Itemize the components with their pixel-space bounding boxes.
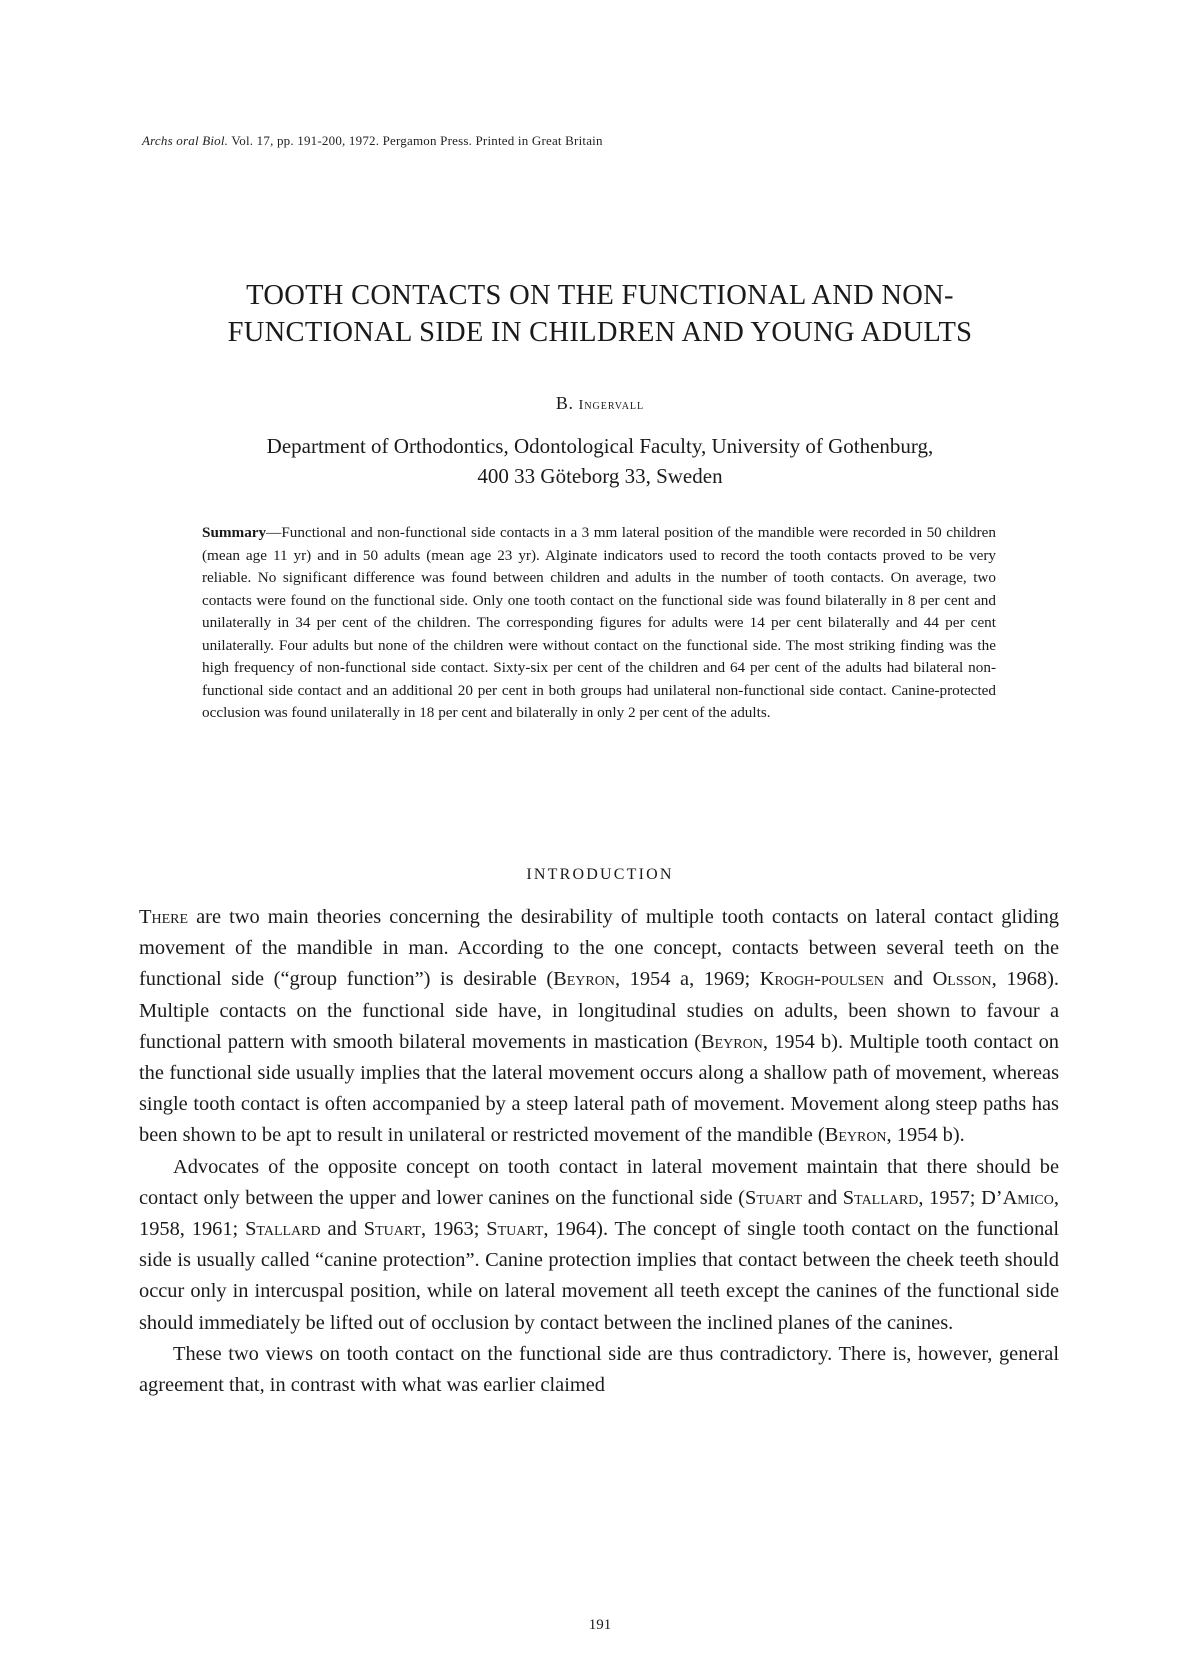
summary-abstract	[202, 522, 996, 725]
summary-text: —Functional and non-functional side contacts in a 3 mm lateral position of the mandible were recorded in 50 children (mean age 11 yr) and in 50 adults (mean age 23 yr). Alginate indicators used to record the tooth contacts proved to be very reliable. No significant difference was found between children and adults in the number of tooth contacts. On average, two contacts were found on the functional side. Only one tooth contact on the functional side was found bilaterally in 8 per cent and unilaterally in 34 per cent of the children. The corresponding figures for adults were 14 per cent bilaterally and 44 per cent unilaterally. Four adults but none of the children were without contact on the functional side. The most striking finding was the high frequency of non-functional side contact. Sixty-six per cent of the children and 64 per cent of the adults had bilateral non-functional side contact and an additional 20 per cent in both groups had unilateral non-functional side contact. Canine-protected occlusion was found unilaterally in 18 per cent and bilaterally in only 2 per cent of the adults.	[202, 524, 996, 721]
intro-paragraph-2	[139, 1152, 1059, 1339]
paragraph-lead-word: There	[139, 906, 189, 928]
affiliation-line-1: Department of Orthodontics, Odontological Faculty, University of Gothenburg,	[266, 434, 934, 458]
citation-author: Beyron	[701, 1030, 763, 1053]
page-number: 191	[588, 1617, 612, 1633]
author-initial: B.	[555, 393, 574, 413]
text-run: These two views on tooth contact on the functional side are thus contradictory. There is, however, general agreement that, in contrast with what was earlier claimed	[139, 1342, 1059, 1397]
author-affiliation	[120, 431, 1080, 491]
citation-author: Olsson	[932, 968, 992, 991]
journal-citation-header	[142, 133, 603, 149]
summary-lead: Summary	[202, 524, 267, 541]
text-run: , 1968). Multiple contacts on the functional side have, in longitudinal studies on adults, been shown to favour a functional pattern with smooth bilateral movements in mastication (	[139, 968, 1059, 1053]
journal-name: Archs oral Biol.	[142, 133, 229, 148]
text-run: , 1954 b). Multiple tooth contact on the functional side usually implies that the lateral movement occurs along a shallow path of movement, whereas single tooth contact is often accompanied by a steep lateral path of movement. Movement along steep paths has been shown to be apt to result in unilateral or restricted movement of the mandible (	[139, 1030, 1059, 1147]
text-run: , 1954 b).	[886, 1124, 965, 1147]
citation-author: Stallard	[245, 1218, 321, 1241]
citation-author: D’Amico	[981, 1186, 1054, 1209]
text-run: , 1958, 1961;	[139, 1186, 1059, 1241]
introduction-body	[139, 902, 1059, 1401]
text-run: , 1963;	[420, 1218, 487, 1241]
author-name	[120, 393, 1080, 414]
citation-author: Stuart	[745, 1186, 803, 1209]
title-line-2: FUNCTIONAL SIDE IN CHILDREN AND YOUNG ADULTS	[227, 317, 973, 348]
text-run: and	[320, 1218, 364, 1241]
citation-author: Beyron	[824, 1124, 887, 1147]
text-run: , 1957;	[918, 1186, 982, 1209]
section-heading-introduction: INTRODUCTION	[526, 866, 674, 883]
intro-paragraph-1	[139, 902, 1059, 1152]
citation-author: Beyron	[553, 968, 615, 991]
text-run: , 1954 a, 1969;	[614, 968, 760, 991]
affiliation-line-2: 400 33 Göteborg 33, Sweden	[477, 464, 723, 488]
citation-details: Vol. 17, pp. 191-200, 1972. Pergamon Press. Printed in Great Britain	[231, 133, 603, 148]
citation-author: Stuart	[363, 1218, 421, 1241]
citation-author: Krogh-poulsen	[759, 968, 884, 991]
citation-author: Stallard	[842, 1186, 919, 1209]
text-run: Advocates of the opposite concept on tooth contact in lateral movement maintain that there should be contact only between the upper and lower canines on the functional side (	[139, 1155, 1059, 1209]
title-line-1: TOOTH CONTACTS ON THE FUNCTIONAL AND NON-	[246, 280, 954, 311]
citation-author: Stuart	[486, 1218, 544, 1241]
text-run: are two main theories concerning the desirability of multiple tooth contacts on lateral contact gliding movement of the mandible in man. According to the one concept, contacts between several teeth on the functional side (“group function”) is desirable (	[139, 906, 1059, 991]
author-surname: Ingervall	[578, 398, 645, 413]
text-run: , 1964). The concept of single tooth contact on the functional side is usually called “canine protection”. Canine protection implies that contact between the cheek teeth should occur only in intercuspal position, while on lateral movement all teeth except the canines of the functional side should immediately be lifted out of occlusion by contact between the inclined planes of the canines.	[139, 1218, 1059, 1334]
text-run: and	[883, 968, 933, 991]
text-run: and	[802, 1186, 843, 1209]
intro-paragraph-3	[139, 1339, 1059, 1401]
paper-title	[120, 277, 1080, 351]
